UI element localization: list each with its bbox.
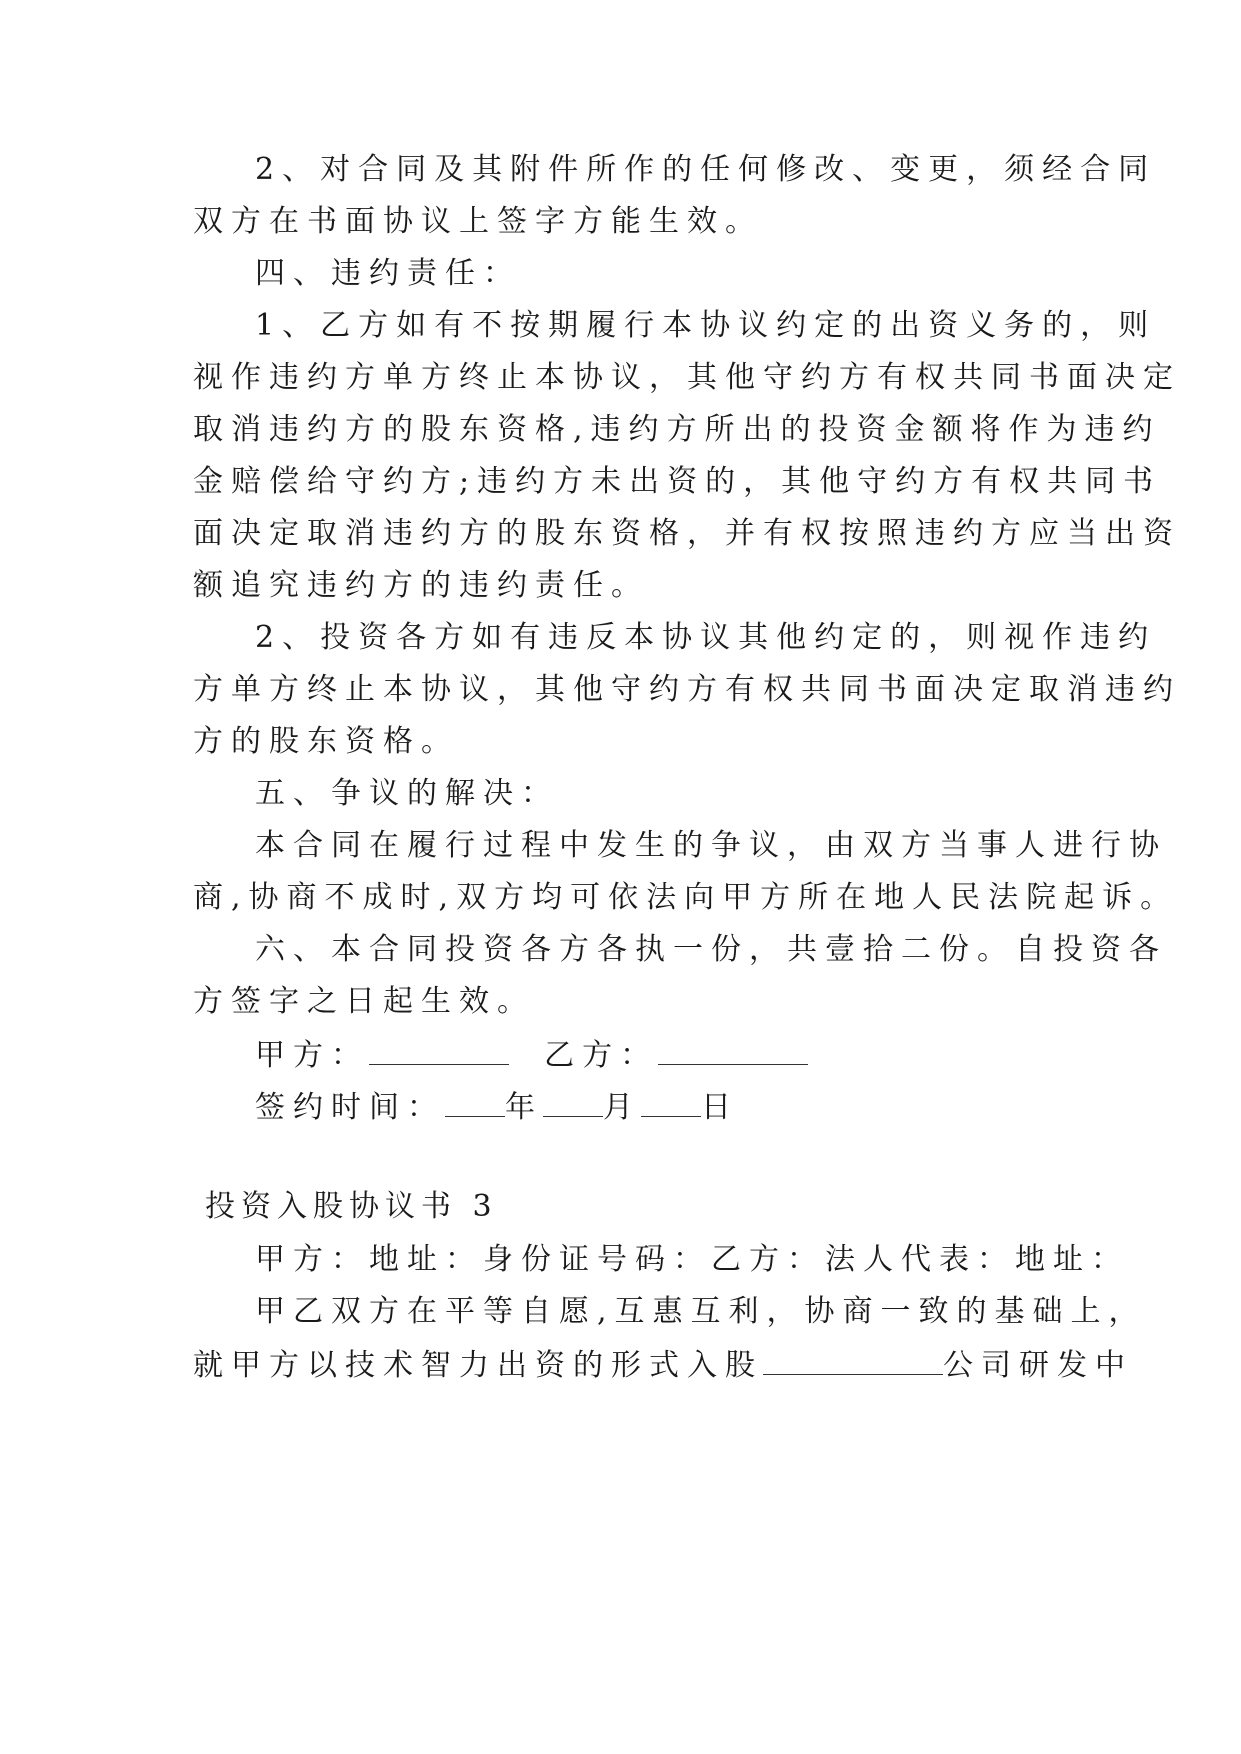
- paragraph-line: 额追究违约方的违约责任。: [193, 568, 649, 603]
- paragraph-line: 方单方终止本协议，其他守约方有权共同书面决定取消违约: [193, 672, 1181, 707]
- paragraph-line: 商,协商不成时,双方均可依法向甲方所在地人民法院起诉。: [193, 880, 1179, 915]
- intro-text-before: 就甲方以技术智力出资的形式入股: [193, 1348, 763, 1383]
- signing-date-line: [255, 1086, 1053, 1128]
- paragraph-line: 甲乙双方在平等自愿,互惠互利，协商一致的基础上，: [255, 1294, 1147, 1329]
- party-b-label: 乙方：: [544, 1038, 659, 1073]
- paragraph-line: 取消违约方的股东资格,违约方所出的投资金额将作为违约: [193, 412, 1161, 447]
- paragraph-line: 双方在书面协议上签字方能生效。: [193, 204, 763, 239]
- parties-line: 甲方：地址：身份证号码：乙方：法人代表：地址：: [255, 1242, 1129, 1277]
- day-blank: [641, 1086, 701, 1117]
- party-b-blank: [658, 1034, 808, 1065]
- date-label: 签约时间：: [255, 1090, 445, 1125]
- signature-parties-line: [255, 1034, 1053, 1076]
- paragraph-line: 本合同在履行过程中发生的争议，由双方当事人进行协: [255, 828, 1167, 863]
- paragraph-line: 面决定取消违约方的股东资格，并有权按照违约方应当出资: [193, 516, 1181, 551]
- paragraph-line: 金赔偿给守约方;违约方未出资的，其他守约方有权共同书: [193, 464, 1162, 499]
- section-heading: 五、争议的解决：: [255, 776, 559, 811]
- paragraph-line: 方的股东资格。: [193, 724, 459, 759]
- day-label: 日: [701, 1090, 739, 1125]
- paragraph-line: 2、对合同及其附件所作的任何修改、变更，须经合同: [255, 152, 1157, 187]
- section-heading: 四、违约责任：: [255, 256, 521, 291]
- party-a-blank: [369, 1034, 509, 1065]
- year-blank: [445, 1086, 505, 1117]
- month-blank: [543, 1086, 603, 1117]
- party-a-label: 甲方：: [255, 1038, 369, 1073]
- paragraph-line: [193, 1344, 1133, 1386]
- paragraph-line: 六、本合同投资各方各执一份，共壹拾二份。自投资各: [255, 932, 1167, 967]
- paragraph-line: 方签字之日起生效。: [193, 984, 535, 1019]
- paragraph-line: 视作违约方单方终止本协议，其他守约方有权共同书面决定: [193, 360, 1181, 395]
- paragraph-line: 2、投资各方如有违反本协议其他约定的，则视作违约: [255, 620, 1157, 655]
- month-label: 月: [603, 1090, 641, 1125]
- intro-text-after: 公司研发中: [943, 1348, 1133, 1383]
- company-name-blank: [763, 1344, 943, 1375]
- paragraph-line: 1、乙方如有不按期履行本协议约定的出资义务的，则: [255, 308, 1157, 343]
- document-title: 投资入股协议书 3: [205, 1189, 498, 1224]
- year-label: 年: [505, 1090, 543, 1125]
